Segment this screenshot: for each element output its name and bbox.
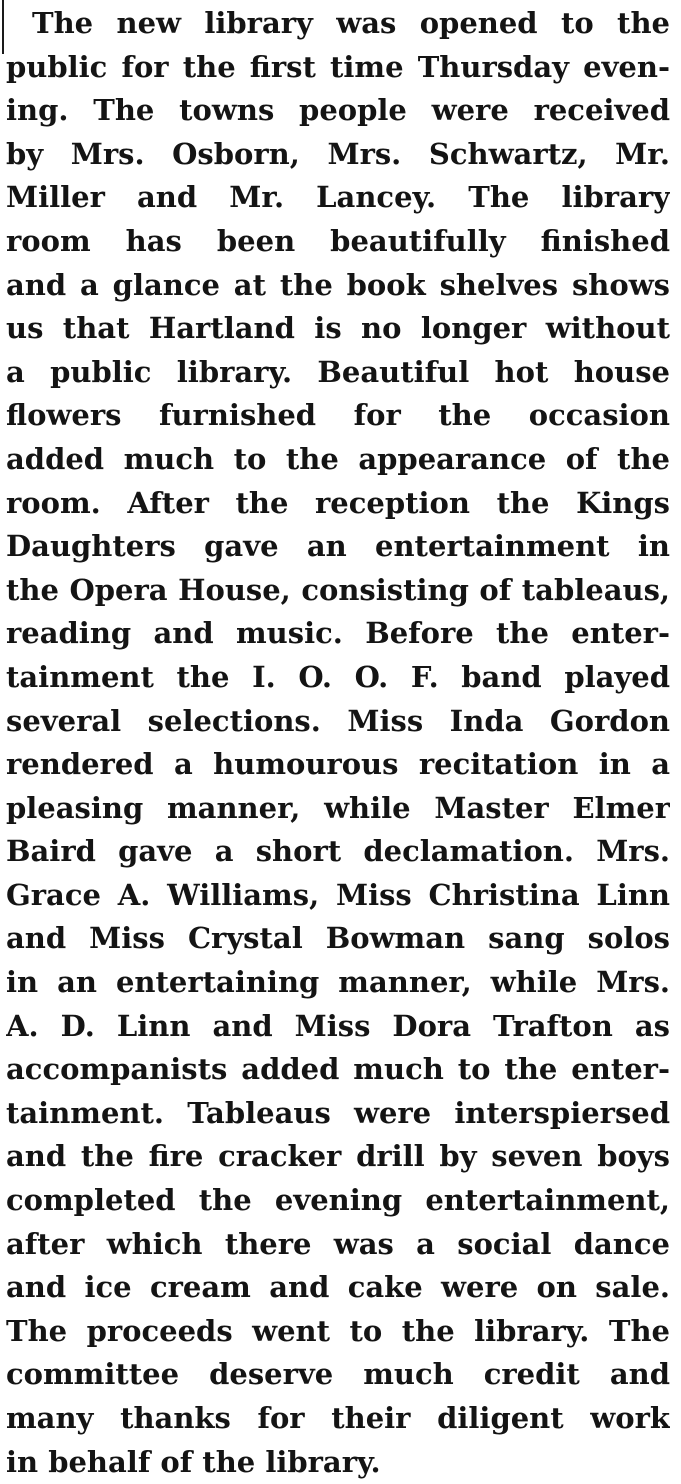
text-line: by Mrs. Osborn, Mrs. Schwartz, Mr. bbox=[6, 136, 670, 171]
text-line: many thanks for their diligent work bbox=[6, 1401, 670, 1435]
text-line: A. D. Linn and Miss Dora Trafton as bbox=[6, 1008, 670, 1043]
text-line: ing. The towns people were received bbox=[6, 93, 670, 128]
text-line: public for the first time Thursday even- bbox=[6, 49, 670, 84]
text-line: tainment. Tableaus were interspiersed bbox=[6, 1095, 670, 1130]
text-line: tainment the I. O. O. F. band played bbox=[6, 659, 670, 694]
column-rule bbox=[2, 0, 4, 54]
text-line: committee deserve much credit and bbox=[6, 1357, 670, 1392]
text-line: accompanists added much to the enter- bbox=[6, 1052, 670, 1087]
text-line: flowers furnished for the occasion bbox=[6, 398, 670, 433]
article-text bbox=[6, 2, 670, 1484]
text-line: in behalf of the library. bbox=[6, 1444, 381, 1479]
text-line: after which there was a social dance bbox=[6, 1226, 670, 1261]
text-line: rendered a humourous recitation in a bbox=[6, 747, 670, 782]
text-line: Grace A. Williams, Miss Christina Linn bbox=[6, 877, 670, 912]
text-line: The proceeds went to the library. The bbox=[6, 1313, 670, 1348]
text-line: and Miss Crystal Bowman sang solos bbox=[6, 921, 670, 956]
text-line: room. After the reception the Kings bbox=[6, 485, 670, 520]
text-line: completed the evening entertainment, bbox=[6, 1183, 670, 1218]
text-line: the Opera House, consisting of tableaus, bbox=[6, 572, 670, 607]
text-line: added much to the appearance of the bbox=[6, 441, 670, 476]
text-line: and the fire cracker drill by seven boys bbox=[6, 1139, 670, 1174]
text-line: and ice cream and cake were on sale. bbox=[6, 1270, 670, 1305]
text-line: several selections. Miss Inda Gordon bbox=[6, 703, 670, 738]
text-line: The new library was opened to the bbox=[32, 6, 670, 40]
text-line: Daughters gave an entertainment in bbox=[6, 529, 670, 564]
text-line: Miller and Mr. Lancey. The library bbox=[6, 180, 670, 215]
text-line: pleasing manner, while Master Elmer bbox=[6, 790, 670, 825]
text-line: us that Hartland is no longer without bbox=[6, 311, 670, 346]
text-line: a public library. Beautiful hot house bbox=[6, 354, 670, 389]
text-line: and a glance at the book shelves shows bbox=[6, 267, 670, 302]
text-line: Baird gave a short declamation. Mrs. bbox=[6, 834, 670, 869]
text-line: reading and music. Before the enter- bbox=[6, 616, 670, 651]
text-line: in an entertaining manner, while Mrs. bbox=[6, 965, 670, 1000]
text-line: room has been beautifully finished bbox=[6, 223, 670, 258]
